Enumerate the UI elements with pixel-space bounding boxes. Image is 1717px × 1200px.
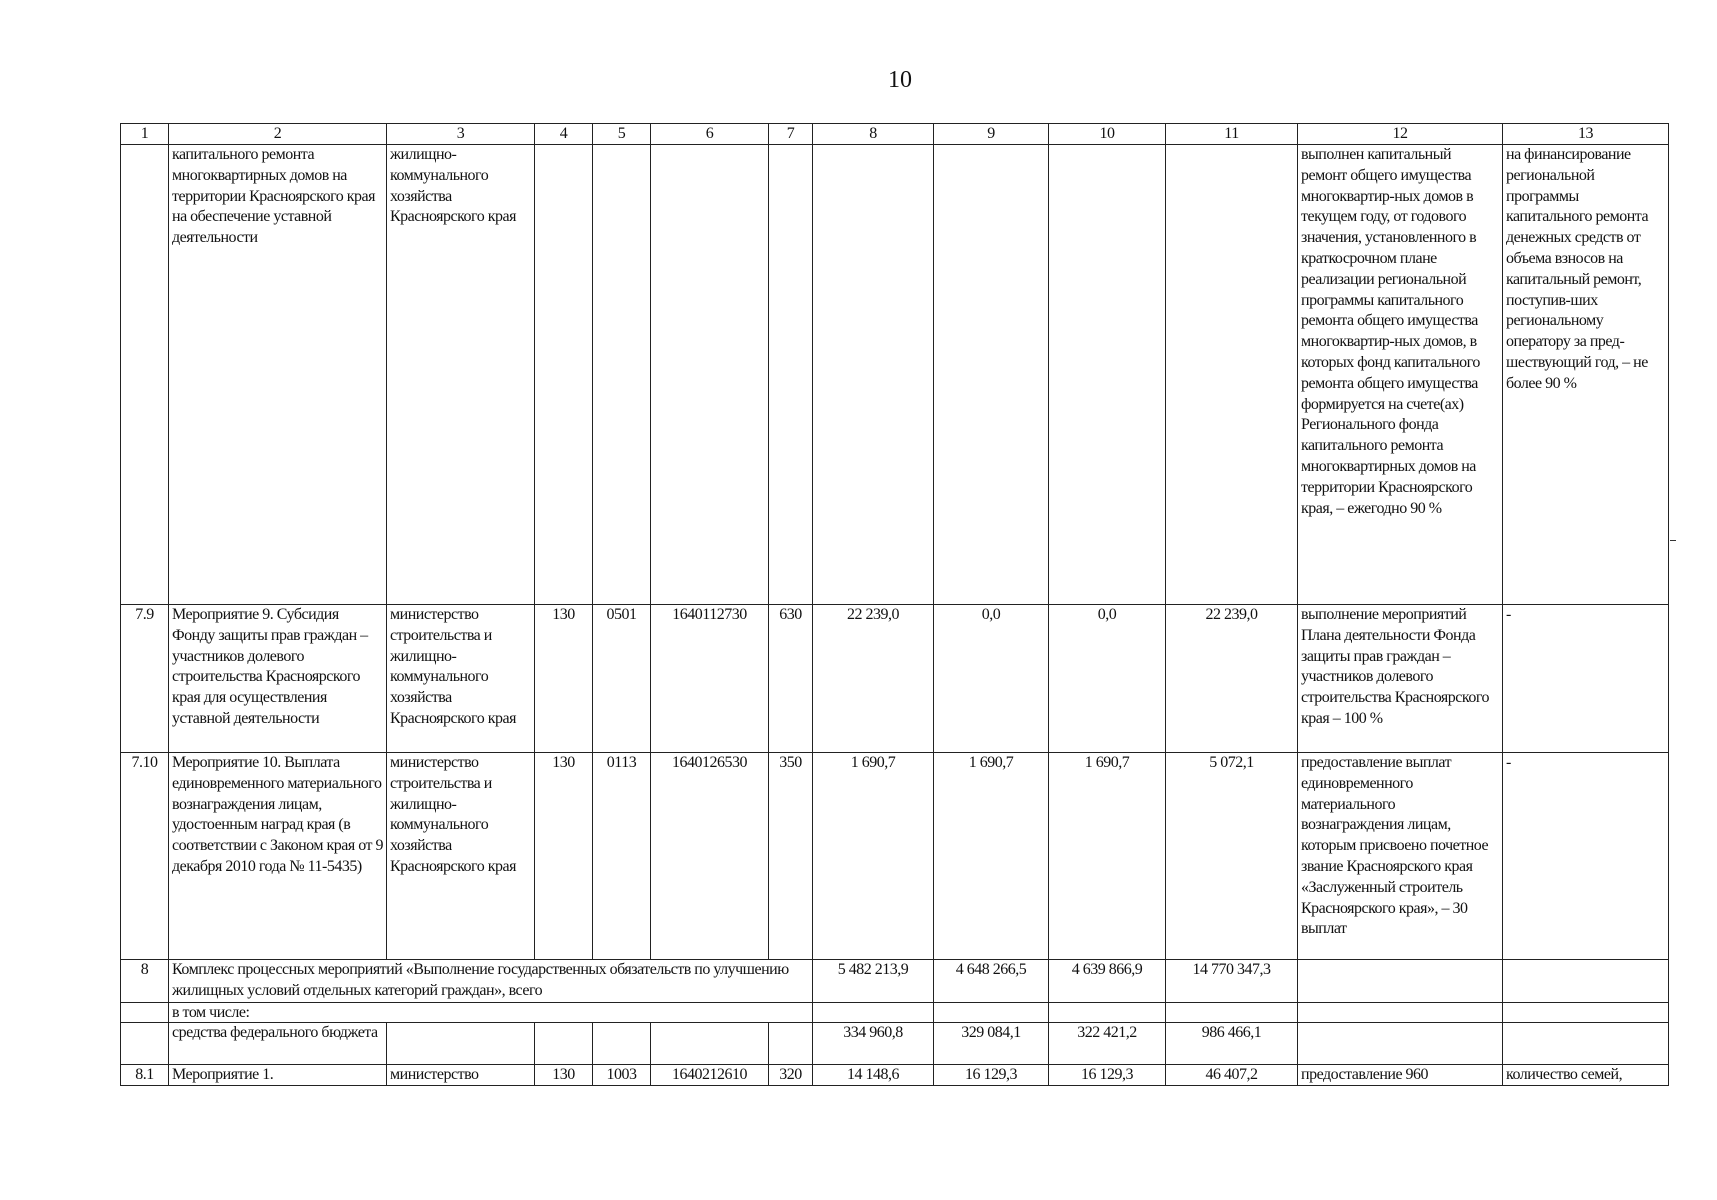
header-cell: 3 (387, 124, 535, 145)
amount-year2-cell: 329 084,1 (934, 1022, 1049, 1064)
executor-cell: министерство (387, 1064, 535, 1085)
amount-year3-cell: 0,0 (1049, 605, 1166, 753)
table-row (121, 1022, 1669, 1064)
csr-cell: 1640212610 (651, 1064, 769, 1085)
table-row (121, 1002, 1669, 1022)
measure-name-cell: капитального ремонта многоквартирных домов на территории Красноярского края на обеспечение уставной деятельности (169, 145, 387, 605)
executor-cell: министерство строительства и жилищно-коммунального хозяйства Красноярского края (387, 605, 535, 753)
header-cell: 13 (1503, 124, 1669, 145)
rzpr-cell (593, 1022, 651, 1064)
amount-year2-cell (934, 1002, 1049, 1022)
header-cell: 11 (1166, 124, 1298, 145)
csr-cell (651, 145, 769, 605)
expected-result-cell (1298, 1022, 1503, 1064)
vr-cell (769, 145, 813, 605)
amount-year1-cell: 334 960,8 (813, 1022, 934, 1064)
csr-cell: 1640126530 (651, 753, 769, 960)
csr-cell: 1640112730 (651, 605, 769, 753)
funding-source-cell: средства федерального бюджета (169, 1022, 387, 1064)
csr-cell (651, 1022, 769, 1064)
amount-year1-cell: 5 482 213,9 (813, 960, 934, 1003)
header-cell: 9 (934, 124, 1049, 145)
grbs-cell: 130 (535, 605, 593, 753)
amount-year2-cell: 4 648 266,5 (934, 960, 1049, 1003)
page-number: 10 (888, 67, 912, 93)
row-number-cell: 8.1 (121, 1064, 169, 1085)
amount-year2-cell: 0,0 (934, 605, 1049, 753)
header-cell: 4 (535, 124, 593, 145)
row-number-cell (121, 1022, 169, 1064)
expected-result-cell: предоставление выплат единовременного материального вознаграждения лицам, которым присвоено почетное звание Красноярского края «Заслуженный строитель Красноярского края», – 30 выплат (1298, 753, 1503, 960)
header-cell: 2 (169, 124, 387, 145)
vr-cell: 630 (769, 605, 813, 753)
header-cell: 6 (651, 124, 769, 145)
amount-total-cell: 22 239,0 (1166, 605, 1298, 753)
expected-result-cell: предоставление 960 (1298, 1064, 1503, 1085)
header-cell: 12 (1298, 124, 1503, 145)
expected-result-cell: выполнение мероприятий Плана деятельности Фонда защиты прав граждан – участников долевого строительства Красноярского края – 100 % (1298, 605, 1503, 753)
header-cell: 7 (769, 124, 813, 145)
amount-year3-cell: 1 690,7 (1049, 753, 1166, 960)
executor-cell (387, 1022, 535, 1064)
row-number-cell: 7.9 (121, 605, 169, 753)
indicator-cell (1503, 960, 1669, 1003)
budget-table (120, 123, 1669, 1086)
indicator-cell: количество семей, (1503, 1064, 1669, 1085)
table-row (121, 605, 1669, 753)
indicator-cell: на финансирование региональной программы капитального ремонта денежных средств от объема взносов на капитальный ремонт, поступив-ших региональному оператору за пред-шествующий год, – не более 90 % (1503, 145, 1669, 605)
amount-total-cell (1166, 145, 1298, 605)
amount-total-cell: 5 072,1 (1166, 753, 1298, 960)
vr-cell (769, 1022, 813, 1064)
amount-year1-cell (813, 1002, 934, 1022)
header-cell: 5 (593, 124, 651, 145)
expected-result-cell: выполнен капитальный ремонт общего имущества многоквартир-ных домов в текущем году, от годового значения, установленного в краткосрочном плане реализации региональной программы капитального ремонта общего имущества многоквартир-ных домов, в которых фонд капитального ремонта общего имущества формируется на счете(ах) Регионального фонда капитального ремонта многоквартирных домов на территории Красноярского края, – ежегодно 90 % (1298, 145, 1503, 605)
indicator-cell: - (1503, 753, 1669, 960)
amount-year1-cell: 22 239,0 (813, 605, 934, 753)
grbs-cell (535, 1022, 593, 1064)
rzpr-cell (593, 145, 651, 605)
table-row (121, 960, 1669, 1003)
complex-name-cell: Комплекс процессных мероприятий «Выполнение государственных обязательств по улучшению жилищных условий отдельных категорий граждан», всего (169, 960, 813, 1003)
amount-total-cell: 986 466,1 (1166, 1022, 1298, 1064)
executor-cell: министерство строительства и жилищно-коммунального хозяйства Красноярского края (387, 753, 535, 960)
amount-year3-cell (1049, 1002, 1166, 1022)
table-row (121, 1064, 1669, 1085)
executor-cell: жилищно-коммунального хозяйства Красноярского края (387, 145, 535, 605)
amount-year2-cell: 1 690,7 (934, 753, 1049, 960)
amount-year2-cell: 16 129,3 (934, 1064, 1049, 1085)
header-cell: 1 (121, 124, 169, 145)
table-header-row (121, 124, 1669, 145)
amount-year3-cell: 16 129,3 (1049, 1064, 1166, 1085)
vr-cell: 320 (769, 1064, 813, 1085)
grbs-cell: 130 (535, 1064, 593, 1085)
indicator-cell: - (1503, 605, 1669, 753)
scan-margin-mark (1670, 540, 1676, 541)
measure-name-cell: Мероприятие 9. Субсидия Фонду защиты прав граждан – участников долевого строительства Красноярского края для осуществления уставной деятельности (169, 605, 387, 753)
table-row (121, 753, 1669, 960)
amount-total-cell: 14 770 347,3 (1166, 960, 1298, 1003)
measure-name-cell: Мероприятие 10. Выплата единовременного материального вознаграждения лицам, удостоенным наград края (в соответствии с Законом края от 9 декабря 2010 года № 11-5435) (169, 753, 387, 960)
row-number-cell: 8 (121, 960, 169, 1003)
rzpr-cell: 0113 (593, 753, 651, 960)
amount-year1-cell: 1 690,7 (813, 753, 934, 960)
grbs-cell: 130 (535, 753, 593, 960)
row-number-cell: 7.10 (121, 753, 169, 960)
amount-year1-cell (813, 145, 934, 605)
amount-total-cell (1166, 1002, 1298, 1022)
measure-name-cell: Мероприятие 1. (169, 1064, 387, 1085)
vr-cell: 350 (769, 753, 813, 960)
including-label-cell: в том числе: (169, 1002, 813, 1022)
rzpr-cell: 1003 (593, 1064, 651, 1085)
amount-year1-cell: 14 148,6 (813, 1064, 934, 1085)
row-number-cell (121, 145, 169, 605)
expected-result-cell (1298, 1002, 1503, 1022)
amount-year3-cell: 322 421,2 (1049, 1022, 1166, 1064)
indicator-cell (1503, 1022, 1669, 1064)
indicator-cell (1503, 1002, 1669, 1022)
table-row (121, 145, 1669, 605)
header-cell: 10 (1049, 124, 1166, 145)
expected-result-cell (1298, 960, 1503, 1003)
grbs-cell (535, 145, 593, 605)
row-number-cell (121, 1002, 169, 1022)
rzpr-cell: 0501 (593, 605, 651, 753)
amount-year2-cell (934, 145, 1049, 605)
amount-total-cell: 46 407,2 (1166, 1064, 1298, 1085)
amount-year3-cell (1049, 145, 1166, 605)
header-cell: 8 (813, 124, 934, 145)
amount-year3-cell: 4 639 866,9 (1049, 960, 1166, 1003)
